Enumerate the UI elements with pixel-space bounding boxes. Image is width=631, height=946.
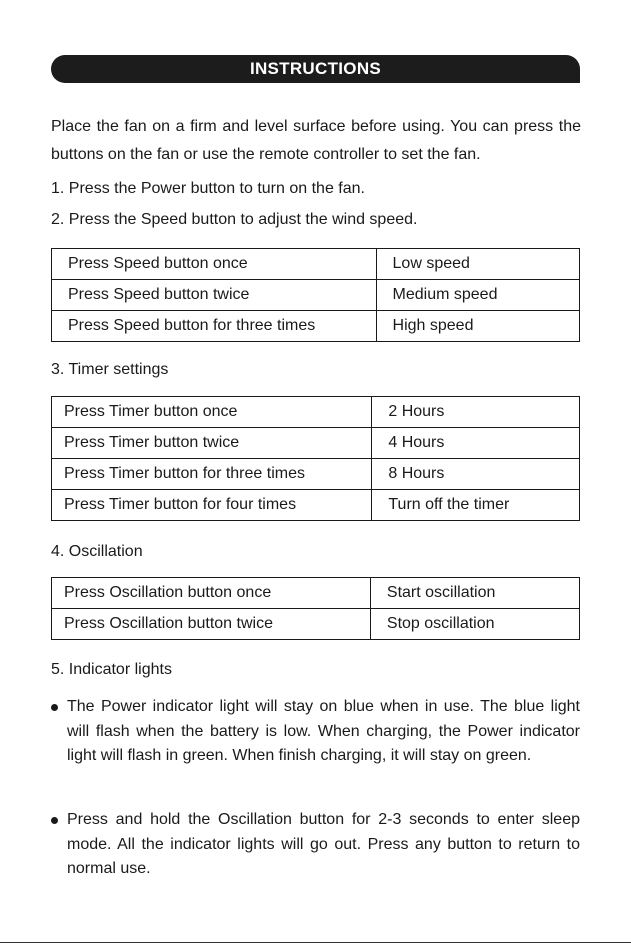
table-cell: Press Timer button twice <box>52 428 372 459</box>
step-timer: 3. Timer settings <box>51 361 169 378</box>
table-cell: 8 Hours <box>372 459 580 490</box>
step-indicator: 5. Indicator lights <box>51 661 172 678</box>
table-row <box>52 249 580 280</box>
table-cell: 2 Hours <box>372 397 580 428</box>
table-cell: Press Timer button for three times <box>52 459 372 490</box>
table-row <box>52 490 580 521</box>
bullet-text: The Power indicator light will stay on blue when in use. The blue light will flash when the battery is low. When charging, the Power indicator light will flash in green. When finish charging, it will stay on green. <box>67 698 580 764</box>
table-cell: Press Timer button once <box>52 397 372 428</box>
list-item <box>51 808 580 882</box>
timer-table <box>51 396 580 521</box>
bullet-icon <box>51 817 58 824</box>
table-row <box>52 280 580 311</box>
page-title: INSTRUCTIONS <box>249 59 382 78</box>
table-cell: 4 Hours <box>372 428 580 459</box>
instructions-header <box>51 55 580 83</box>
bullet-text: Press and hold the Oscillation button for 2-3 seconds to enter sleep mode. All the indicator lights will go out. Press any button to return to normal use. <box>67 811 580 877</box>
table-cell: High speed <box>376 311 579 342</box>
bullet-icon <box>51 704 58 711</box>
table-cell: Press Speed button twice <box>52 280 377 311</box>
table-cell: Stop oscillation <box>370 609 579 640</box>
table-cell: Press Oscillation button twice <box>52 609 371 640</box>
table-cell: Press Speed button once <box>52 249 377 280</box>
step-speed: 2. Press the Speed button to adjust the wind speed. <box>51 211 418 228</box>
speed-table <box>51 248 580 342</box>
table-row <box>52 609 580 640</box>
step-power: 1. Press the Power button to turn on the fan. <box>51 180 365 197</box>
table-cell: Press Speed button for three times <box>52 311 377 342</box>
list-item <box>51 695 580 769</box>
table-cell: Start oscillation <box>370 578 579 609</box>
table-cell: Press Timer button for four times <box>52 490 372 521</box>
table-cell: Turn off the timer <box>372 490 580 521</box>
table-row <box>52 397 580 428</box>
table-row <box>52 578 580 609</box>
bottom-divider <box>0 942 631 943</box>
table-row <box>52 428 580 459</box>
table-cell: Low speed <box>376 249 579 280</box>
table-cell: Press Oscillation button once <box>52 578 371 609</box>
table-cell: Medium speed <box>376 280 579 311</box>
oscillation-table <box>51 577 580 640</box>
table-row <box>52 459 580 490</box>
step-oscillation: 4. Oscillation <box>51 543 143 560</box>
intro-paragraph: Place the fan on a firm and level surface before using. You can press the buttons on the fan or use the remote controller to set the fan. <box>51 118 581 163</box>
table-row <box>52 311 580 342</box>
